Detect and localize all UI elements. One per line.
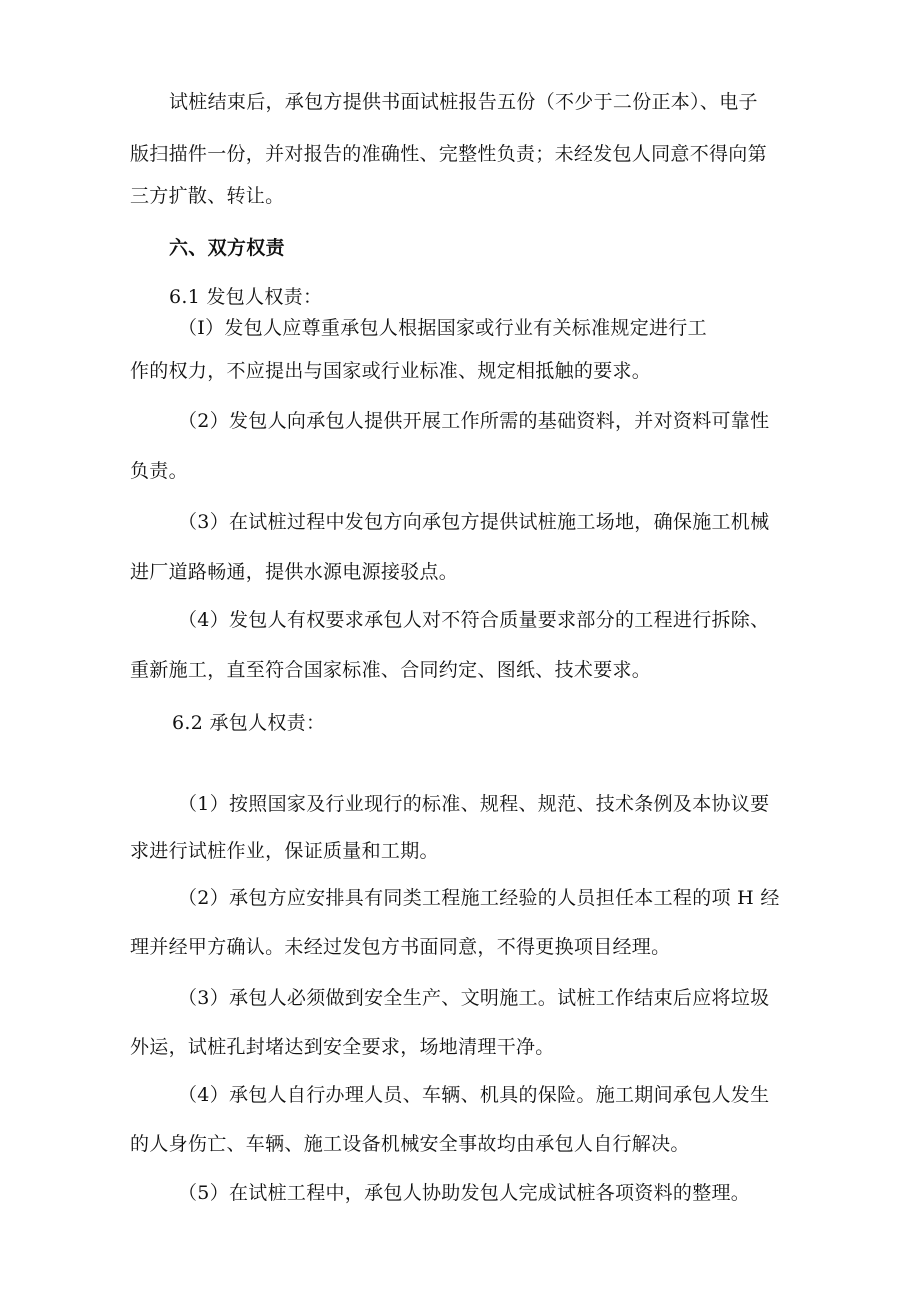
- paragraph-line: （3）承包人必须做到安全生产、文明施工。试桩工作结束后应将垃圾: [178, 987, 770, 1009]
- paragraph-line: 版扫描件一份，并对报告的准确性、完整性负责；未经发包人同意不得向第: [130, 143, 767, 165]
- paragraph-line: （2）承包方应安排具有同类工程施工经验的人员担任本工程的项 H 经: [178, 887, 780, 909]
- paragraph-line: 作的权力，不应提出与国家或行业标准、规定相抵触的要求。: [130, 360, 652, 382]
- paragraph-line: （3）在试桩过程中发包方向承包方提供试桩施工场地，确保施工机械: [178, 511, 770, 533]
- paragraph-line: 外运，试桩孔封堵达到安全要求，场地清理干净。: [130, 1036, 555, 1058]
- paragraph-line: 负责。: [130, 460, 188, 482]
- paragraph-line: 三方扩散、转让。: [130, 185, 285, 207]
- paragraph-line: （I）发包人应尊重承包人根据国家或行业有关标准规定进行工: [178, 317, 707, 339]
- subsection-title: 6.2 承包人权责：: [172, 712, 326, 734]
- paragraph-line: 进厂道路畅通，提供水源电源接驳点。: [130, 561, 459, 583]
- paragraph-line: （2）发包人向承包人提供开展工作所需的基础资料，并对资料可靠性: [178, 410, 770, 432]
- paragraph-line: （1）按照国家及行业现行的标准、规程、规范、技术条例及本协议要: [178, 793, 770, 815]
- paragraph-line: （5）在试桩工程中，承包人协助发包人完成试桩各项资料的整理。: [178, 1182, 751, 1204]
- paragraph-line: （4）承包人自行办理人员、车辆、机具的保险。施工期间承包人发生: [178, 1084, 770, 1106]
- section-heading: 六、双方权责: [169, 237, 285, 259]
- paragraph-line: 重新施工，直至符合国家标准、合同约定、图纸、技术要求。: [130, 659, 652, 681]
- paragraph-line: 理并经甲方确认。未经过发包方书面同意，不得更换项目经理。: [130, 936, 671, 958]
- subsection-title: 6.1 发包人权责：: [169, 286, 323, 308]
- paragraph-line: 试桩结束后，承包方提供书面试桩报告五份（不少于二份正本）、电子: [169, 91, 758, 113]
- paragraph-line: （4）发包人有权要求承包人对不符合质量要求部分的工程进行拆除、: [178, 609, 770, 631]
- paragraph-line: 求进行试桩作业，保证质量和工期。: [130, 840, 439, 862]
- paragraph-line: 的人身伤亡、车辆、施工设备机械安全事故均由承包人自行解决。: [130, 1133, 690, 1155]
